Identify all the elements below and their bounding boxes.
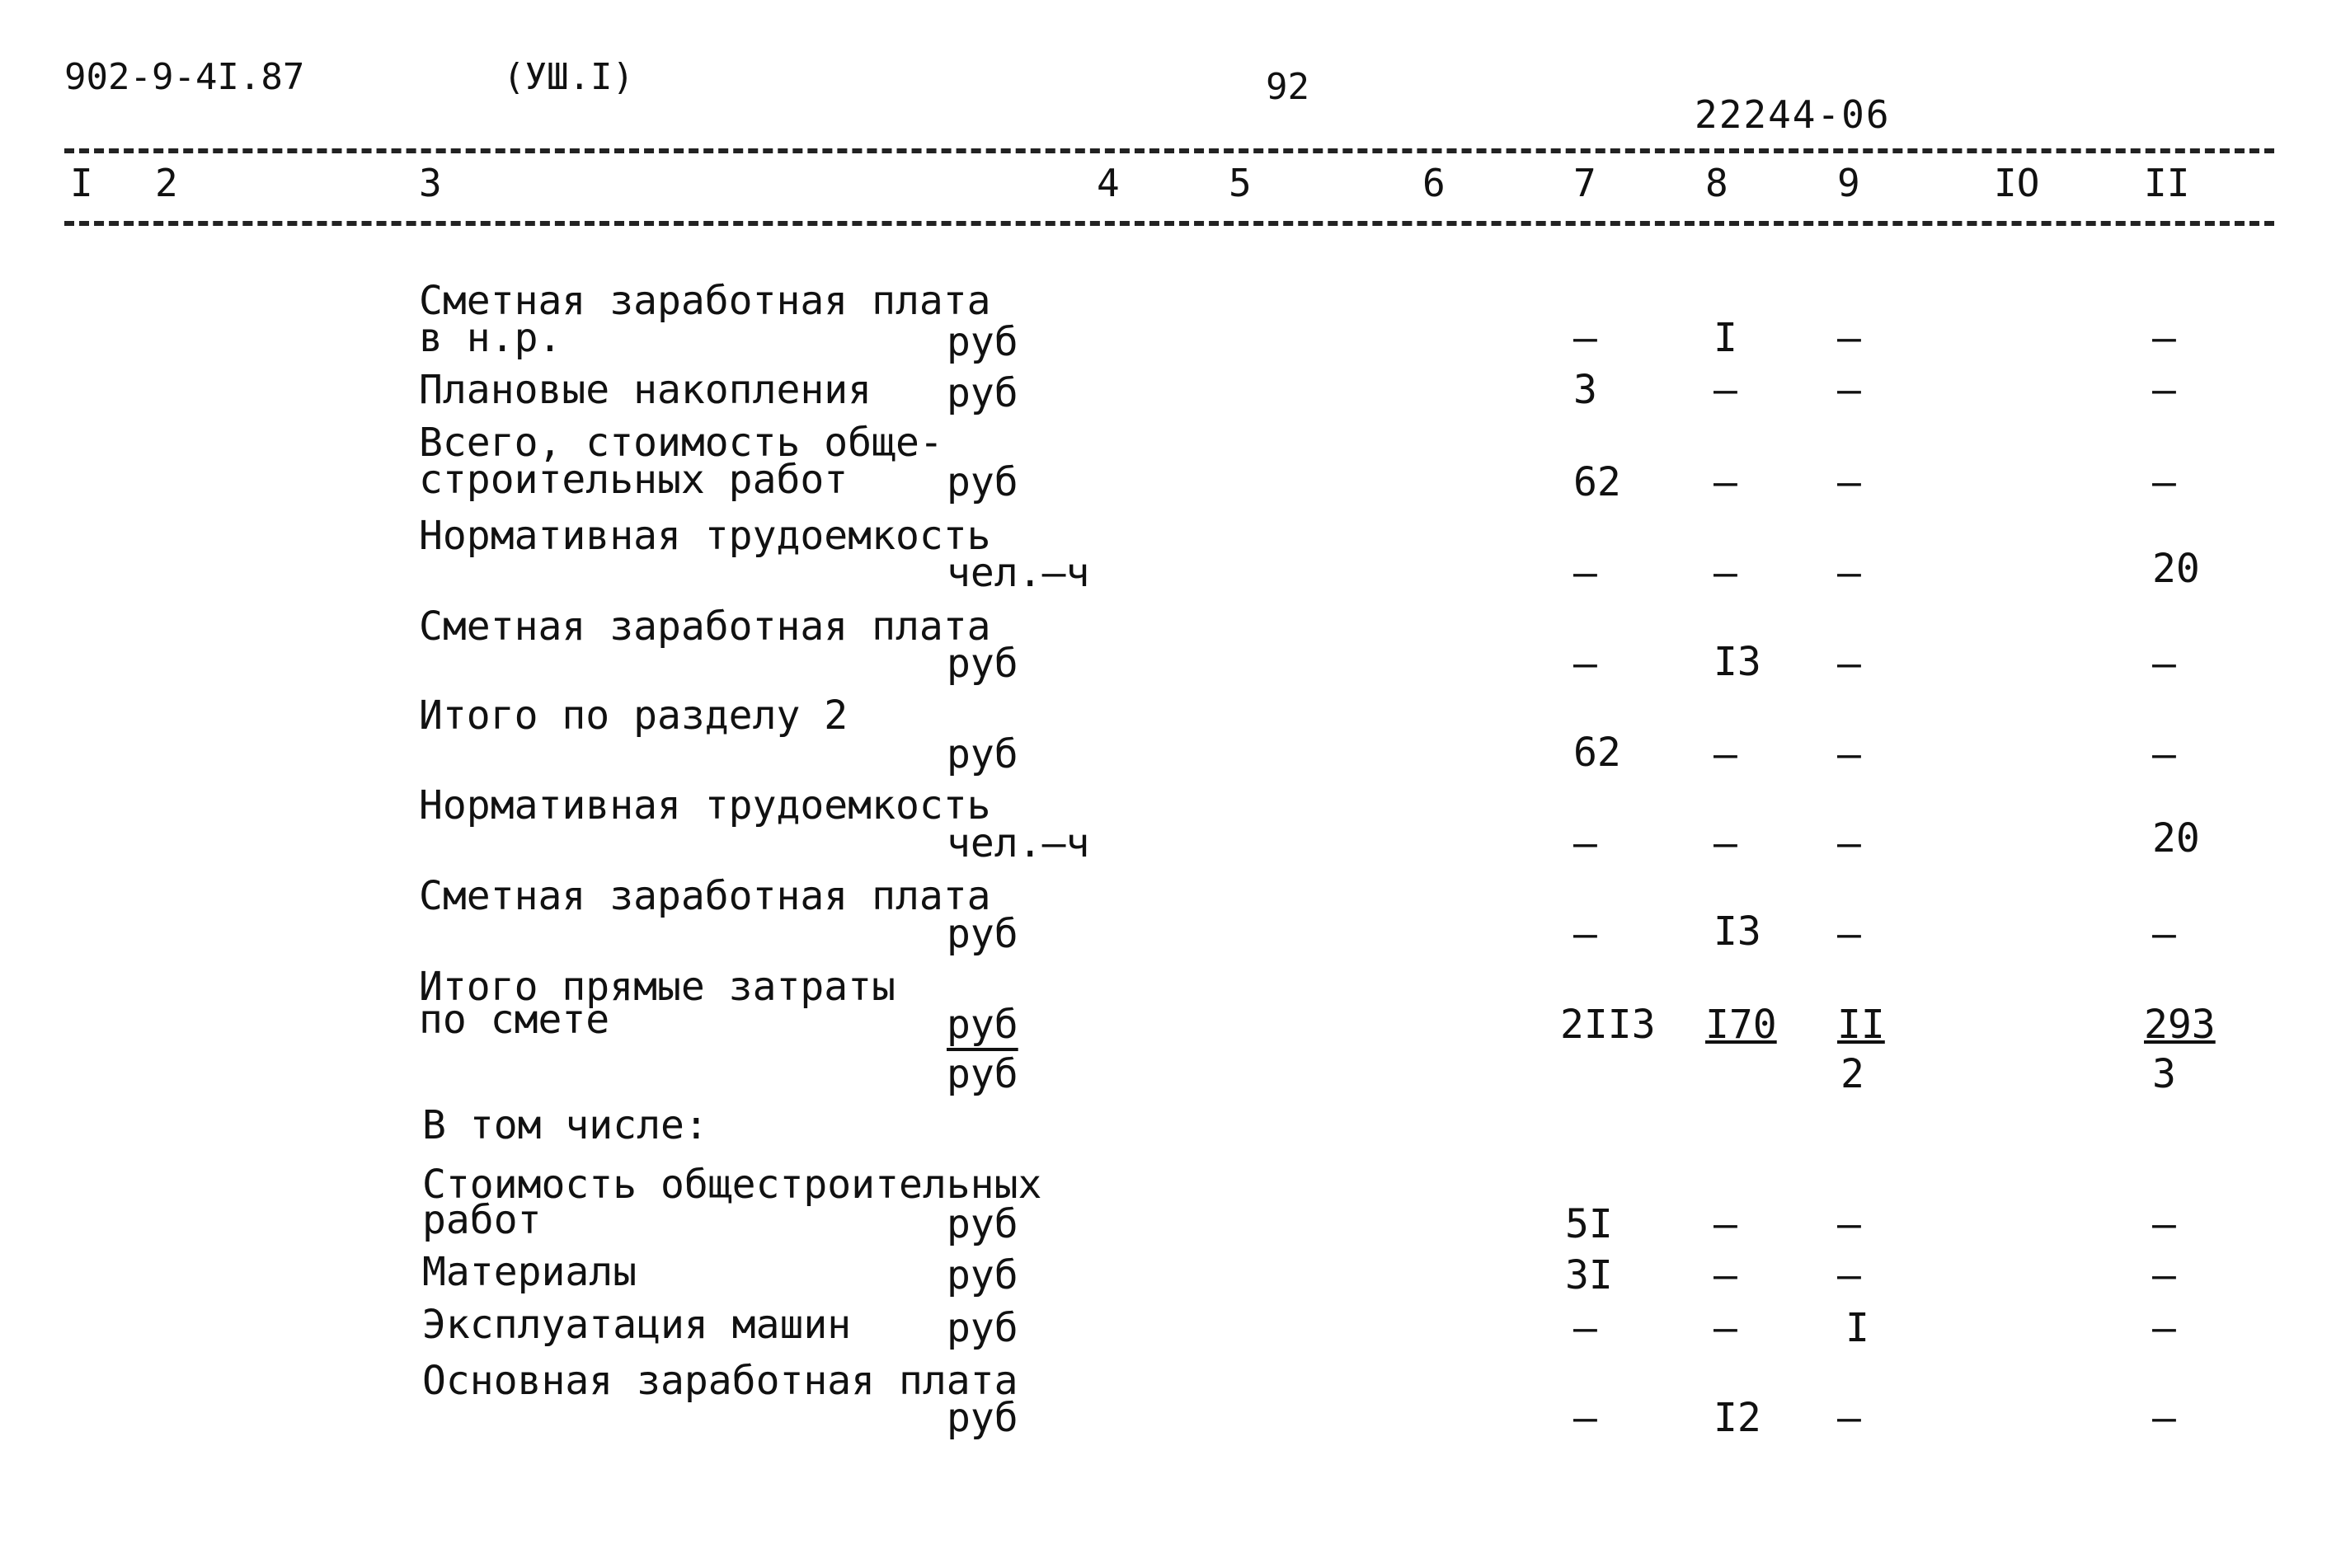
cell-col8: I3	[1714, 639, 1761, 685]
cell-col9: 2	[1840, 1051, 1864, 1097]
page-number: 92	[1266, 66, 1309, 108]
row-unit: руб	[947, 641, 1018, 687]
row-label: Стоимость общестроительных	[422, 1162, 1042, 1208]
row-unit: руб	[947, 1395, 1018, 1441]
cell-col9: –	[1837, 731, 1861, 777]
cell-col11: –	[2152, 1395, 2176, 1441]
row-unit: руб	[947, 1051, 1018, 1097]
col-header: 3	[419, 161, 442, 205]
cell-col9: –	[1837, 1252, 1861, 1298]
cell-col7: –	[1573, 820, 1597, 866]
cell-col9: –	[1837, 1395, 1861, 1441]
cell-col9: –	[1837, 315, 1861, 361]
row-label: работ	[422, 1197, 542, 1243]
cell-col11: 20	[2152, 546, 2200, 592]
cell-col7: 2II3	[1560, 1002, 1656, 1048]
cell-col11: –	[2152, 731, 2176, 777]
row-unit: руб	[947, 319, 1018, 365]
row-label: Нормативная трудоемкость	[419, 513, 991, 559]
row-unit: руб	[947, 731, 1018, 777]
row-label: Всего, стоимость обще-	[419, 420, 943, 466]
cell-col8: –	[1714, 1305, 1737, 1351]
row-label: Материалы	[422, 1249, 637, 1295]
row-unit: чел.–ч	[947, 820, 1090, 866]
col-header: I	[70, 161, 93, 205]
cell-col11: –	[2152, 459, 2176, 505]
cell-col7: –	[1573, 1395, 1597, 1441]
cell-col8: –	[1714, 367, 1737, 413]
cell-col11: –	[2152, 641, 2176, 687]
col-header: 9	[1837, 161, 1860, 205]
cell-col8: I2	[1714, 1395, 1761, 1441]
row-unit: руб	[947, 370, 1018, 416]
row-label: строительных работ	[419, 457, 849, 503]
cell-col11: 293	[2144, 1002, 2216, 1048]
cell-col9: I	[1845, 1305, 1869, 1351]
cell-col8: –	[1714, 731, 1737, 777]
cell-col7: 5I	[1565, 1201, 1613, 1247]
row-label: Сметная заработная плата	[419, 873, 991, 919]
stamp-number: 22244-06	[1695, 92, 1891, 137]
cell-col7: –	[1573, 1305, 1597, 1351]
row-label: Сметная заработная плата	[419, 278, 991, 324]
col-header: IO	[1994, 161, 2040, 205]
row-unit: руб	[947, 1252, 1018, 1298]
cell-col9: –	[1837, 911, 1861, 957]
row-label: Основная заработная плата	[422, 1358, 1018, 1404]
row-unit: чел.–ч	[947, 550, 1090, 596]
row-label: Плановые накопления	[419, 367, 872, 413]
row-label: Итого по разделу 2	[419, 692, 849, 739]
cell-col7: –	[1573, 315, 1597, 361]
row-unit: руб	[947, 1002, 1018, 1048]
cell-col9: –	[1837, 367, 1861, 413]
cell-col8: –	[1714, 459, 1737, 505]
col-header: II	[2144, 161, 2190, 205]
cell-col8: I70	[1705, 1002, 1777, 1048]
cell-col11: 3	[2152, 1051, 2176, 1097]
cell-col11: –	[2152, 1201, 2176, 1247]
row-unit: руб	[947, 911, 1018, 957]
row-label: по смете	[419, 997, 610, 1043]
col-header: 5	[1229, 161, 1252, 205]
cell-col7: 62	[1573, 730, 1621, 776]
cell-col8: –	[1714, 1252, 1737, 1298]
row-label: Эксплуатация машин	[422, 1302, 852, 1348]
cell-col8: –	[1714, 550, 1737, 596]
cell-col11: –	[2152, 1305, 2176, 1351]
album-number: (УШ.I)	[503, 56, 634, 98]
document-code: 902-9-4I.87	[64, 56, 305, 98]
cell-col7: –	[1573, 641, 1597, 687]
row-label: в н.р.	[419, 315, 562, 361]
row-label: Нормативная трудоемкость	[419, 782, 991, 829]
section-subheading: В том числе:	[422, 1102, 708, 1148]
cell-col11: –	[2152, 1252, 2176, 1298]
cell-col9: II	[1837, 1002, 1885, 1048]
cell-col8: –	[1714, 820, 1737, 866]
cell-col9: –	[1837, 820, 1861, 866]
col-header: 8	[1705, 161, 1728, 205]
cell-col7: –	[1573, 550, 1597, 596]
cell-col8: I3	[1714, 908, 1761, 955]
cell-col9: –	[1837, 459, 1861, 505]
row-label: Итого прямые затраты	[419, 964, 896, 1010]
header-top-rule	[64, 148, 2274, 153]
cell-col8: –	[1714, 1201, 1737, 1247]
cell-col9: –	[1837, 550, 1861, 596]
cell-col11: –	[2152, 911, 2176, 957]
cell-col7: 3	[1573, 367, 1597, 413]
cell-col7: 3I	[1565, 1252, 1613, 1298]
cell-col11: –	[2152, 367, 2176, 413]
cell-col11: 20	[2152, 815, 2200, 861]
cell-col9: –	[1837, 641, 1861, 687]
row-unit: руб	[947, 459, 1018, 505]
header-bottom-rule	[64, 221, 2274, 226]
cell-col11: –	[2152, 315, 2176, 361]
col-header: 4	[1097, 161, 1120, 205]
col-header: 6	[1422, 161, 1446, 205]
col-header: 7	[1573, 161, 1596, 205]
row-unit: руб	[947, 1305, 1018, 1351]
row-unit: руб	[947, 1201, 1018, 1247]
cell-col7: –	[1573, 911, 1597, 957]
row-label: Сметная заработная плата	[419, 603, 991, 650]
cell-col8: I	[1714, 315, 1737, 361]
cell-col7: 62	[1573, 459, 1621, 505]
cell-col9: –	[1837, 1201, 1861, 1247]
col-header: 2	[155, 161, 178, 205]
